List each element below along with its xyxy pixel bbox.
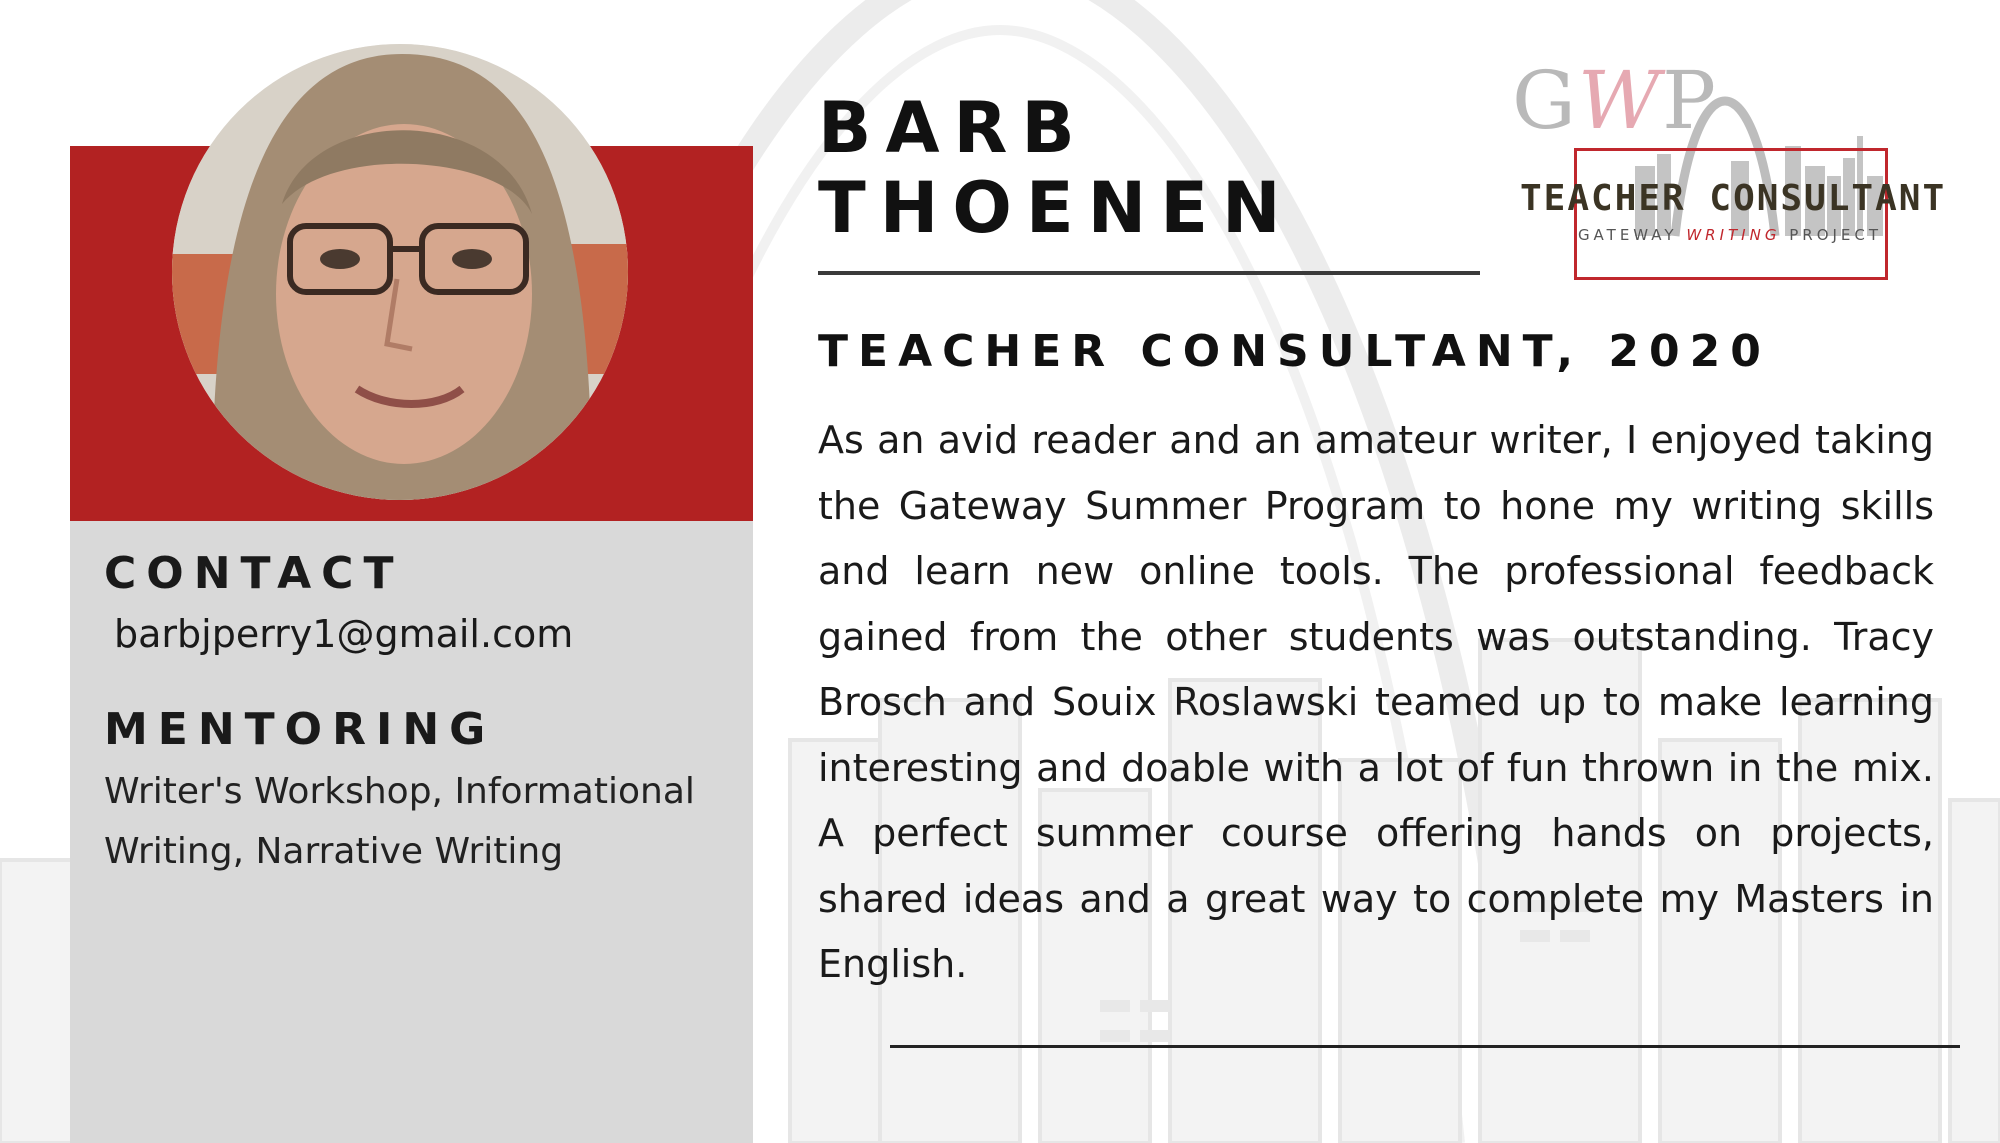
person-name (818, 88, 1295, 248)
person-name-line1: BARB (818, 87, 1089, 169)
bottom-divider (890, 1045, 1960, 1048)
logo-mark-g: G (1512, 54, 1578, 147)
mentoring-text: Writer's Workshop, Informational Writing, Narrative Writing (104, 771, 695, 872)
profile-photo (172, 44, 628, 500)
mentoring-heading: MENTORING (104, 704, 496, 755)
contact-heading: CONTACT (104, 548, 404, 599)
logo-sub-after: PROJECT (1780, 226, 1883, 244)
name-divider (818, 271, 1480, 275)
logo-title: TEACHER CONSULTANT (1520, 178, 1947, 219)
logo-subtitle (1570, 226, 1890, 244)
contact-email[interactable]: barbjperry1@gmail.com (114, 612, 574, 656)
person-name-line2: THOENEN (818, 167, 1295, 249)
bio-text: As an avid reader and an amateur writer, I enjoyed taking the Gateway Summer Program to hone my writing skills and learn new online tools. The professional feedback gained from the other students was outstanding. Tracy Brosch and Souix Roslawski teamed up to make learning interesting and doable with a lot of fun thrown in the mix. A perfect summer course offering hands on projects, shared ideas and a great way to complete my Masters in English. (818, 418, 1934, 986)
logo-sub-before: GATEWAY (1577, 226, 1687, 244)
role-title: TEACHER CONSULTANT, 2020 (818, 326, 1771, 377)
logo-sub-accent: WRITING (1686, 226, 1781, 244)
logo-mark-p: P (1662, 54, 1718, 147)
gwp-logo-mark (1512, 54, 1718, 147)
logo-mark-w: W (1577, 54, 1663, 147)
